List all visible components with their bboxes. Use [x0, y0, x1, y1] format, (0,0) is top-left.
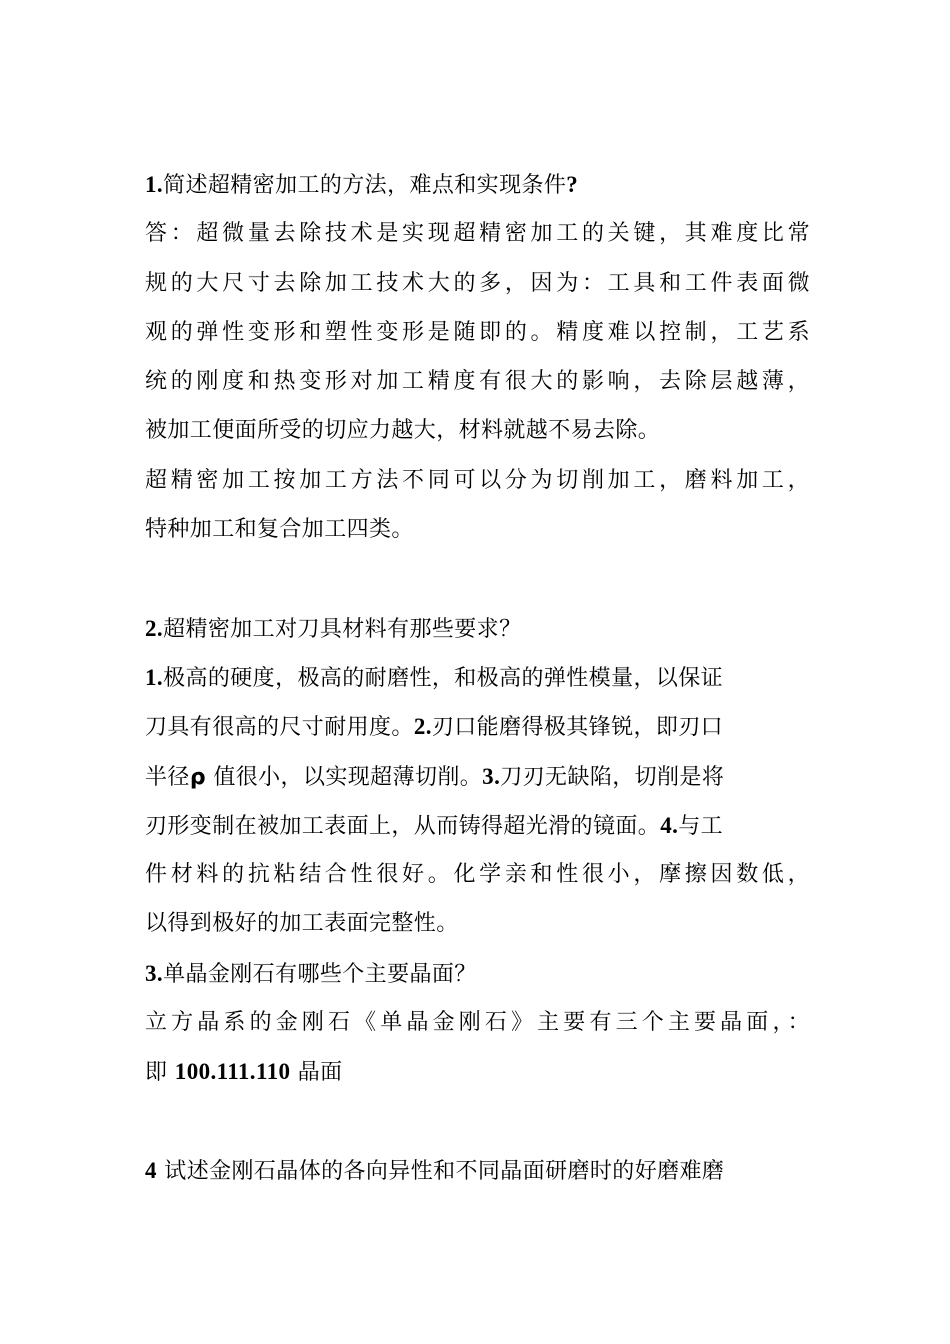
crystal-planes-value: 100.111.110	[174, 1059, 291, 1085]
question-4-heading	[145, 1146, 810, 1195]
rho-symbol: ρ	[189, 764, 206, 790]
answer-2-line-4	[145, 801, 810, 850]
question-3-number: 3.	[145, 960, 164, 986]
question-1-mark: ?	[566, 172, 579, 197]
answer-2-point-3-number: 3.	[482, 763, 501, 789]
answer-2-line-6: 以得到极好的加工表面完整性。	[145, 911, 459, 937]
answer-2-line-3	[145, 752, 810, 801]
answer-1-line-7: 特种加工和复合加工四类。	[145, 517, 414, 543]
question-3-title: 单晶金刚石有哪些个主要晶面？	[163, 961, 477, 987]
answer-2-point-4-number: 4.	[660, 812, 679, 838]
answer-1-line-2: 规的大尺寸去除加工技术大的多，因为：工具和工件表面微	[145, 270, 810, 296]
answer-1-line-3: 观的弹性变形和塑性变形是随即的。精度难以控制，工艺系	[145, 319, 810, 345]
answer-1-line-6: 超精密加工按加工方法不同可以分为切削加工，磨料加工，	[145, 467, 810, 493]
answer-2-line-2	[145, 702, 810, 751]
document-body	[145, 160, 810, 1195]
answer-1-line-5: 被加工便面所受的切应力越大，材料就越不易去除。	[145, 418, 661, 444]
answer-2-text: 极高的硬度，极高的耐磨性，和极高的弹性模量，以保证	[163, 665, 724, 691]
answer-2-text: 值很小，以实现超薄切削。	[205, 764, 483, 790]
answer-2-line-1	[145, 653, 810, 702]
answer-2-text: 与工	[678, 813, 724, 839]
answer-2-line-5: 件材料的抗粘结合性很好。化学亲和性很小，摩擦因数低，	[145, 862, 810, 888]
answer-2-point-2-number: 2.	[413, 714, 432, 740]
question-2-heading	[145, 604, 810, 653]
answer-3-prefix: 即	[145, 1060, 175, 1086]
answer-2-text: 半径	[145, 764, 190, 790]
question-1-number: 1.	[145, 172, 164, 197]
answer-1-line-1: 答：超微量去除技术是实现超精密加工的关键，其难度比常	[145, 221, 810, 247]
answer-3-suffix: 晶面	[290, 1060, 343, 1086]
question-2-title: 超精密加工对刀具材料有那些要求？	[163, 616, 522, 642]
question-2-number: 2.	[145, 615, 164, 641]
question-1-heading	[145, 160, 810, 209]
question-3-heading	[145, 949, 810, 998]
paragraph-gap	[145, 1097, 810, 1146]
answer-2-text: 刀刃无缺陷，切削是将	[500, 764, 725, 790]
question-4-title: 试述金刚石晶体的各向异性和不同晶面研磨时的好磨难磨	[156, 1158, 725, 1184]
answer-2-text: 刃形变制在被加工表面上，从而铸得超光滑的镜面。	[145, 813, 661, 839]
question-1-title: 简述超精密加工的方法，难点和实现条件	[163, 173, 567, 198]
paragraph-gap	[145, 554, 810, 603]
answer-2-text: 刀具有很高的尺寸耐用度。	[145, 715, 414, 741]
answer-3-line-1: 立方晶系的金刚石《单晶金刚石》主要有三个主要晶面，：	[145, 1010, 810, 1036]
answer-2-text: 刃口能磨得极其锋锐，即刃口	[431, 715, 724, 741]
answer-1-line-4: 统的刚度和热变形对加工精度有很大的影响，去除层越薄，	[145, 369, 810, 395]
question-4-number: 4	[145, 1157, 157, 1183]
answer-3-line-2	[145, 1047, 810, 1096]
answer-2-point-1-number: 1.	[145, 664, 164, 690]
